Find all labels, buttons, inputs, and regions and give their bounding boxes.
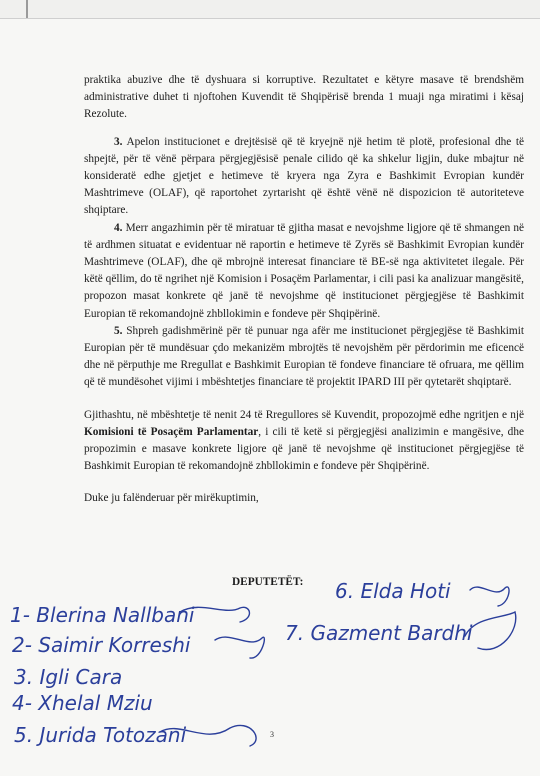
- signature-7: 7. Gazment Bardhi: [285, 621, 473, 645]
- signature-2: 2- Saimir Korreshi: [12, 633, 191, 657]
- item-5-number: 5.: [114, 324, 123, 337]
- binding-edge: [26, 0, 28, 18]
- item-4-text: Merr angazhimin për të miratuar të gjitha masat e nevojshme ligjore që të shmangen në të ardhmen situatat e evidentuar në raportin e hetimeve të Zyrës së Bashkimit Evropian kundër Mashtrimeve (OLAF), dhe që mbrojnë interesat financiare të BE-së nga aktivitetet ilegale. Për këtë qëllim, do të ngrihet një Komision i Posaçëm Parlamentar, i cili pasi ka analizuar mangësitë, propozon masat konkrete që janë të nevojshme që institucionet përgjegjëse të Bashkimit Europian të rekomandojnë zhbllokimin e fondeve për Shqipërinë.: [84, 221, 525, 320]
- page-number: 3: [270, 730, 274, 739]
- deputies-heading: DEPUTETËT:: [232, 576, 304, 588]
- commission-name: Komisioni të Posaçëm Parlamentar: [84, 425, 259, 438]
- handwritten-signatures: [0, 560, 540, 776]
- closing-line: Duke ju falënderuar për mirëkuptimin,: [84, 492, 259, 505]
- signature-scribble-6: [470, 587, 509, 606]
- signature-6: 6. Elda Hoti: [335, 579, 451, 603]
- signature-4: 4- Xhelal Mziu: [12, 691, 153, 715]
- item-5: [84, 323, 524, 392]
- resolution-body: [84, 72, 524, 508]
- signature-3: 3. Igli Cara: [14, 665, 123, 689]
- signature-scribble-7: [465, 612, 516, 649]
- item-3-text: Apelon institucionet e drejtësisë që të kryejnë një hetim të plotë, profesional dhe të shpejtë, për të vënë përpara përgjegjësisë penale cilido që ka shkelur ligjin, duke mbajtur në konsideratë edhe gjetjet e hetimeve të kryera nga Zyra e Bashkimit Evropian kundër Mashtrimeve (OLAF), që raportohet zyrtarisht që është vënë në dispozicion të autoriteteve shqiptare.: [84, 135, 524, 217]
- item-3-number: 3.: [114, 135, 123, 148]
- signature-scribble-2: [215, 637, 264, 658]
- item-5-text: Shpreh gadishmërinë për të punuar nga afër me institucionet përgjegjëse të Bashkimit Europian për të mundësuar çdo mekanizëm mbrojtës të nevojshëm për përdorimin me eficencë dhe në përputhje me Rregullat e Bashkimit Europian të fondeve financiare të ofruara, me qëllim që të mundësohet vijimi i mbështetjes financiare të projektit IPARD III për qytetarët shqiptarë.: [84, 324, 524, 389]
- intro-paragraph: praktika abuzive dhe të dyshuara si korruptive. Rezultatet e këtyre masave të brendshëm administrative duhet ti njoftohen Kuvendit të Shqipërisë brenda 1 muaji nga miratimi i kësaj Rezolute.: [84, 74, 524, 121]
- item-4-number: 4.: [114, 221, 123, 234]
- signature-5: 5. Jurida Totozani: [14, 723, 187, 747]
- item-4: [84, 220, 524, 323]
- signature-1: 1- Blerina Nallbani: [10, 603, 195, 627]
- page-top-edge: [0, 0, 540, 19]
- commission-paragraph: Gjithashtu, në mbështetje të nenit 24 të Rregullores së Kuvendit, propozojmë edhe ngritjen e një Komisioni të Posaçëm Parlamentar, i cili të ketë si përgjegjësi analizimin e mangësive, dhe propozimin e masave konkrete ligjore që janë të nevojshme që institucionet përgjegjëse të Bashkimit Europian të rekomandojnë zhbllokimin e fondeve për Shqipërinë.: [84, 408, 524, 473]
- item-3: [84, 134, 524, 220]
